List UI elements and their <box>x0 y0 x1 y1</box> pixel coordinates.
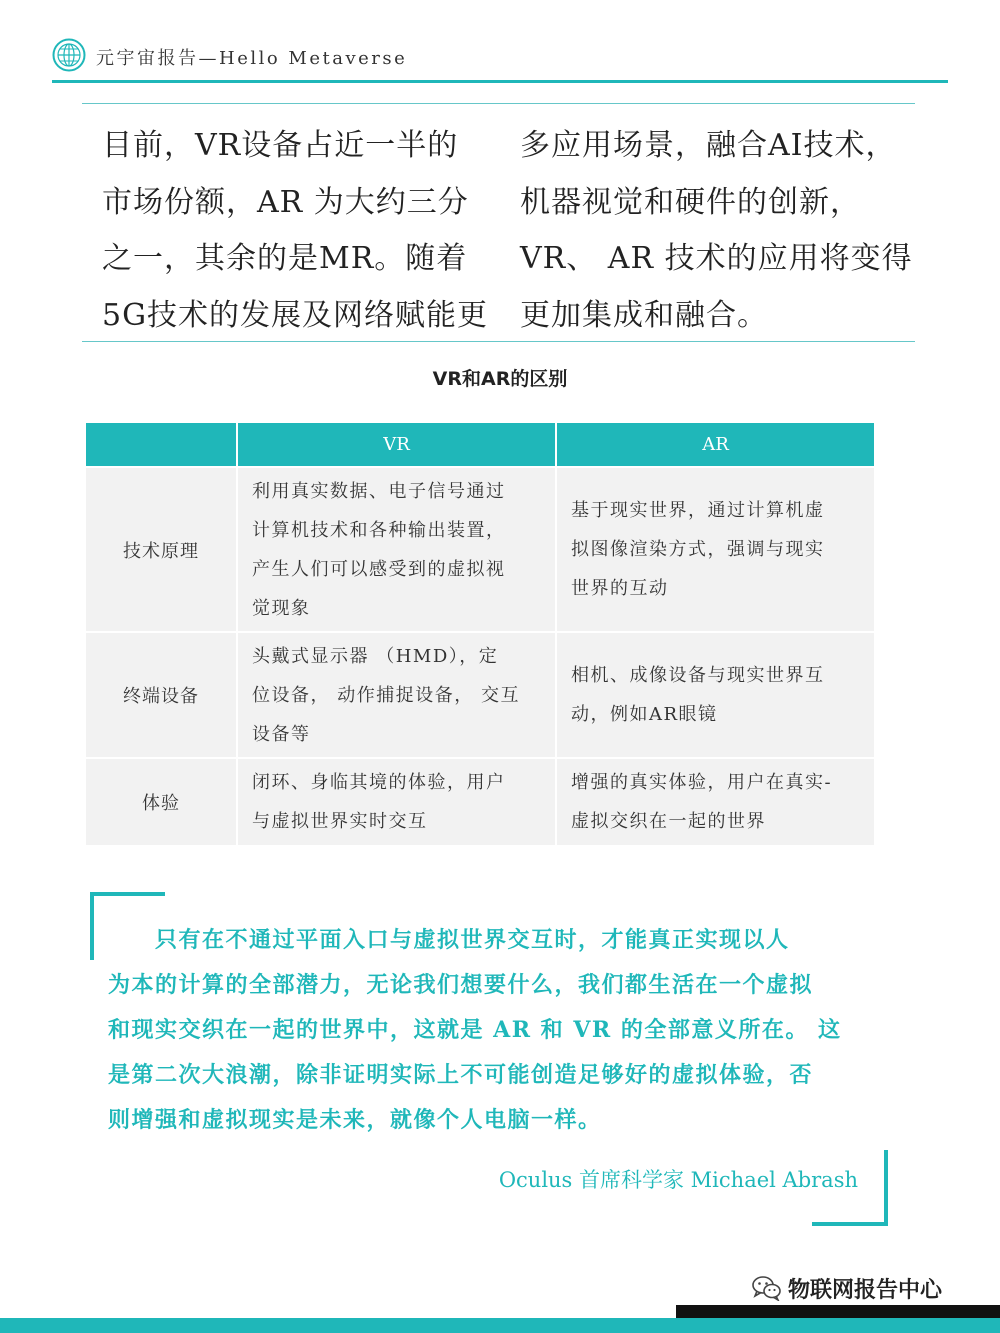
intro-left-column <box>102 118 497 344</box>
header-title: 元宇宙报告—Hello Metaverse <box>96 48 408 69</box>
row-label: 终端设备 <box>86 633 236 757</box>
cell-line: 拟图像渲染方式，强调与现实 <box>571 539 825 560</box>
table-header-row <box>86 423 874 466</box>
page-header <box>52 38 948 84</box>
table-header-cell: AR <box>557 423 874 466</box>
ar-cell <box>557 759 874 845</box>
table-row <box>86 759 874 845</box>
watermark <box>752 1272 942 1304</box>
quote-text <box>108 918 868 1143</box>
cell-line: 计算机技术和各种输出装置， <box>252 519 506 541</box>
cell-line: 世界的互动 <box>571 578 669 599</box>
quote-line: 则增强和虚拟现实是未来，就像个人电脑一样。 <box>108 1107 602 1133</box>
intro-line: 之一，其余的是MR。随着 <box>102 241 468 276</box>
quote-line: 和现实交织在一起的世界中，这就是 AR 和 VR 的全部意义所在。 这 <box>108 1017 842 1043</box>
row-label: 技术原理 <box>86 468 236 631</box>
intro-bottom-divider <box>82 341 915 342</box>
intro-right-column <box>520 118 913 344</box>
quote-line: 是第二次大浪潮，除非证明实际上不可能创造足够好的虚拟体验，否 <box>108 1062 814 1088</box>
quote-bracket-bottom-right <box>884 1150 888 1226</box>
cell-line: 觉现象 <box>252 597 311 619</box>
cell-line: 利用真实数据、电子信号通过 <box>252 480 506 502</box>
cell-line: 与虚拟世界实时交互 <box>252 811 428 832</box>
intro-top-divider <box>82 103 915 104</box>
intro-line: 5G技术的发展及网络赋能更 <box>102 297 489 333</box>
cell-line: 头戴式显示器 （HMD），定 <box>252 645 499 667</box>
cell-line: 位设备， 动作捕捉设备， 交互 <box>252 684 520 706</box>
vr-cell <box>238 468 555 631</box>
quote-bracket-top-left <box>90 892 94 960</box>
ar-cell <box>557 468 874 631</box>
intro-line: 更加集成和融合。 <box>520 297 768 333</box>
quote-attribution: Oculus 首席科学家 Michael Abrash <box>498 1168 858 1192</box>
cell-line: 设备等 <box>252 723 311 745</box>
quote-bracket-bottom-right <box>812 1222 888 1226</box>
intro-line: 目前，VR设备占近一半的 <box>102 128 459 163</box>
footer-accent-bar <box>0 1318 1000 1333</box>
wechat-icon <box>752 1275 782 1301</box>
cell-line: 虚拟交织在一起的世界 <box>571 811 766 832</box>
table-header-cell: VR <box>238 423 555 466</box>
row-label: 体验 <box>86 759 236 845</box>
table-title: VR和AR的区别 <box>432 368 568 390</box>
intro-line: 多应用场景，融合AI技术， <box>520 128 897 163</box>
quote-line: 只有在不通过平面入口与虚拟世界交互时，才能真正实现以人 <box>108 927 790 953</box>
quote-bracket-top-left <box>90 892 165 896</box>
intro-line: VR、 AR 技术的应用将变得 <box>520 241 913 276</box>
table-header-cell <box>86 423 236 466</box>
cell-line: 产生人们可以感受到的虚拟视 <box>252 558 506 580</box>
vr-cell <box>238 633 555 757</box>
intro-line: 机器视觉和硬件的创新， <box>520 184 861 220</box>
watermark-text: 物联网报告中心 <box>788 1277 943 1303</box>
cell-line: 基于现实世界，通过计算机虚 <box>571 500 825 521</box>
table-row <box>86 468 874 631</box>
header-divider <box>52 80 948 83</box>
cell-line: 闭环、身临其境的体验，用户 <box>252 772 506 793</box>
cell-line: 相机、成像设备与现实世界互 <box>571 665 825 686</box>
globe-icon <box>52 38 86 72</box>
table-row <box>86 633 874 757</box>
vr-cell <box>238 759 555 845</box>
footer-dark-bar <box>676 1305 1000 1318</box>
cell-line: 动，例如AR眼镜 <box>571 704 718 725</box>
ar-cell <box>557 633 874 757</box>
intro-line: 市场份额，AR 为大约三分 <box>102 184 469 220</box>
cell-line: 增强的真实体验，用户在真实- <box>571 772 833 793</box>
quote-line: 为本的计算的全部潜力，无论我们想要什么，我们都生活在一个虚拟 <box>108 972 814 998</box>
